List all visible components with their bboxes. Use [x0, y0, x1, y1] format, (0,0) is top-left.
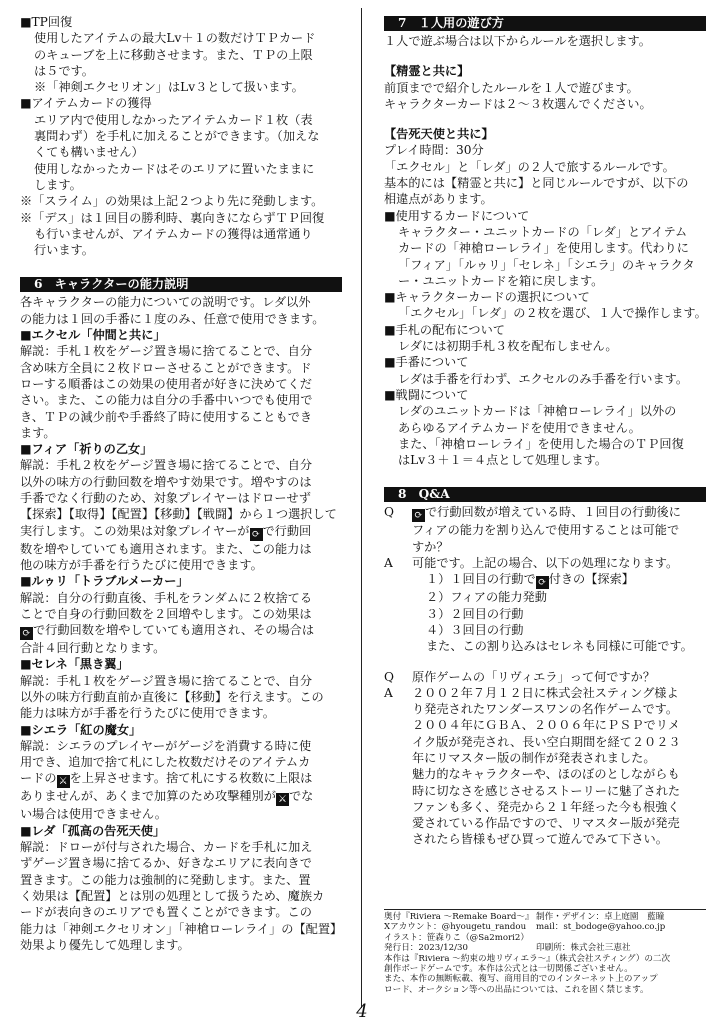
text-line: 可能です。上記の場合、以下の処理になります。 — [412, 556, 679, 571]
text-line: 手番でなく行動のため、対象プレイヤーはドローせず — [20, 491, 311, 506]
text-line: 【探索】【取得】【配置】【移動】【戦闘】から１つ選択して — [20, 507, 337, 522]
qa-line — [384, 638, 706, 654]
qa-line — [384, 766, 706, 782]
text-line: ■アイテムカードの獲得 — [20, 96, 152, 111]
text-line: すか？ — [412, 539, 449, 554]
text-line: プレイ時間：30分 — [384, 143, 484, 158]
text-line: ⟳ で行動回数を増やしていても適用され、その場合は — [20, 622, 342, 640]
qa-line — [384, 589, 706, 605]
text-line: 他の味方が手番を行うたびに使用できます。 — [20, 557, 263, 572]
text-line: 含め味方全員に２枚ドローさせることができます。ド — [20, 360, 312, 375]
text-line: 解説：シエラのプレイヤーがゲージを消費する時に使 — [20, 738, 312, 753]
text-line: はLv３＋１＝４点として処理します。 — [398, 453, 608, 468]
qa-line — [384, 831, 706, 847]
text-line: キャラクター・ユニットカードの「レダ」とアイテム — [398, 224, 688, 239]
text-line: ファンも多く、発売から２１年経った今も根強く — [412, 799, 680, 814]
text-line: 合計４回行動となります。 — [20, 641, 166, 656]
text-line: 解説：手札１枚をゲージ置き場に捨てることで、自分 — [20, 344, 313, 359]
spacer — [384, 112, 706, 126]
text-line: さい。また、この能力は自分の手番中いつでも使用で — [20, 393, 313, 408]
section-header: 7 １人用の遊び方 — [384, 16, 706, 31]
text-line: 能力は味方が手番を行うたびに使用できます。 — [20, 706, 275, 721]
qa-marker — [384, 606, 412, 622]
spacer — [384, 468, 706, 485]
qa-line — [384, 685, 706, 701]
text-line: ずゲージ置き場に捨てるか、好きなエリアに表向きで — [20, 856, 312, 871]
text-line: ■キャラクターカードの選択について — [384, 290, 590, 305]
qa-marker — [384, 589, 412, 605]
qa-marker — [384, 571, 412, 589]
text-line: 原作ゲームの「リヴィエラ」って何ですか？ — [412, 669, 656, 684]
text-line: のキューブを上に移動させます。また、ＴＰの上限 — [34, 47, 313, 62]
text-line: 前頂までで紹介したルールを１人で遊びます。 — [384, 80, 639, 95]
qa-line — [384, 783, 706, 799]
qa-marker — [384, 539, 412, 555]
text-line: ■戦闘について — [384, 387, 469, 402]
spacer — [384, 655, 706, 669]
text-line: します。 — [34, 177, 82, 192]
text-line: の能力は１回の手番に１度のみ、任意で使用できます。 — [20, 311, 325, 326]
page-number: 4 — [356, 1001, 368, 1022]
text-line: 数を増やしていても適用されます。また、この能力は — [20, 541, 312, 556]
sword-icon: ⚔ — [276, 793, 289, 806]
text-line: ■ルゥリ「トラブルメーカー」 — [20, 574, 189, 589]
sword-icon: ⚔ — [57, 775, 70, 788]
qa-marker — [384, 799, 412, 815]
text-line: 解説：自分の行動直後、手札をランダムに２枚捨てる — [20, 590, 313, 605]
text-line: 相違点があります。 — [384, 192, 493, 207]
column-divider — [361, 8, 362, 1008]
rotate-arrow-icon: ⟳ — [412, 509, 425, 522]
qa-marker: A — [384, 685, 393, 700]
text-line: 解説：手札２枚をゲージ置き場に捨てることで、自分 — [20, 458, 313, 473]
text-line: ■セレネ「黒き翼」 — [20, 657, 129, 672]
text-line: 以外の味方の行動回数を増やす効果です。増やすのは — [20, 474, 312, 489]
text-line: 効果より優先して処理します。 — [20, 937, 190, 952]
text-line: 年にリマスター版の制作が発表されました。 — [412, 750, 656, 765]
text-line: ー・ユニットカードを箱に戻します。 — [398, 273, 604, 288]
text-line: き、ＴＰの減少前や手番終了時に使用することもでき — [20, 409, 313, 424]
text-line: 時に切なさを感じさせるストーリーに魅了された — [412, 783, 681, 798]
text-line: カードの「神槍ローレライ」を使用します。代わりに — [398, 241, 689, 256]
text-line: レダは手番を行わず、エクセルのみ手番を行います。 — [398, 371, 689, 386]
text-line: ■フィア「祈りの乙女」 — [20, 442, 153, 457]
text-line: 解説：手札１枚をゲージ置き場に捨てることで、自分 — [20, 673, 313, 688]
qa-line — [384, 606, 706, 622]
text-line: ありませんが、あくまで加算のため攻撃種別が ⚔ でな — [20, 789, 314, 806]
text-line: ■使用するカードについて — [384, 208, 530, 223]
rotate-arrow-icon: ⟳ — [20, 627, 33, 640]
text-line: ■手札の配布について — [384, 322, 505, 337]
text-line: ローする順番はこの効果の使用者が好きに決めてくだ — [20, 376, 312, 391]
text-line: り発売されたワンダースワンの名作ゲームです。 — [412, 702, 679, 717]
text-line: 以外の味方行動直前か直後に【移動】を行えます。この — [20, 689, 324, 704]
qa-line — [384, 622, 706, 638]
text-line: エリア内で使用しなかったアイテムカード１枚（表 — [34, 112, 313, 127]
text-line: 【告死天使と共に】 — [384, 127, 494, 142]
text-line: 魅力的なキャラクターや、ほのぼのとしながらも — [412, 767, 680, 782]
colophon-note: 本作は『Riviera ～約束の地リヴィエラ～』（株式会社スティング）の二次 — [384, 953, 671, 964]
qa-line — [384, 750, 706, 766]
colophon-row: Xアカウント：@hyougetu_randou mail：st_bodoge@yahoo.co.jp — [384, 922, 666, 933]
text-line: 「エクセル」「レダ」の２枚を選び、１人で操作します。 — [398, 306, 707, 321]
text-line: は５です。 — [34, 63, 94, 78]
qa-marker — [384, 750, 412, 766]
text-line: レダのユニットカードは「神槍ローレライ」以外の — [398, 404, 677, 419]
rotate-arrow-icon: ⟳ — [536, 576, 549, 589]
qa-marker — [384, 522, 412, 538]
qa-line — [384, 669, 706, 685]
qa-marker — [384, 734, 412, 750]
qa-marker — [384, 622, 412, 638]
text-line: 使用したアイテムの最大Lv＋１の数だけＴＰカード — [34, 31, 316, 46]
qa-marker — [384, 766, 412, 782]
text-line: 置きます。この能力は強制的に発動します。また、置 — [20, 872, 311, 887]
text-line: 解説：ドローが付与された場合、カードを手札に加え — [20, 840, 313, 855]
text-line: レダには初期手札３枚を配布しません。 — [398, 339, 618, 354]
section-header: 8 Q&A — [384, 487, 706, 502]
text-line: 愛されている作品ですので、リマスター版が発売 — [412, 816, 680, 831]
text-line: ２００２年７月１２日に株式会社スティング様よ — [412, 685, 679, 700]
text-line: く効果は【配置】とは別の処理として扱うため、魔族カ — [20, 888, 325, 903]
right-column — [384, 14, 706, 848]
text-line: 各キャラクターの能力についての説明です。レダ以外 — [20, 295, 311, 310]
qa-marker — [384, 638, 412, 654]
text-line: ■エクセル「仲間と共に」 — [20, 328, 166, 343]
text-line: ３）２回目の行動 — [426, 606, 524, 621]
rotate-arrow-icon: ⟳ — [250, 528, 263, 541]
qa-line — [384, 815, 706, 831]
left-column — [20, 14, 342, 953]
colophon-note: また、本作の無断転載、複写、商用目的でのインターネット上のアップ — [384, 974, 658, 985]
text-line: くても構いません） — [34, 145, 144, 160]
text-line: も行いませんが、アイテムカードの獲得は通常通り — [34, 226, 313, 241]
spacer — [20, 258, 342, 275]
qa-line — [384, 571, 706, 589]
text-line: あらゆるアイテムカードを使用できません。 — [398, 420, 641, 435]
text-line: 使用しなかったカードはそのエリアに置いたままに — [34, 161, 315, 176]
section-header: 6 キャラクターの能力説明 — [20, 277, 342, 292]
text-line: ２）フィアの能力発動 — [426, 590, 547, 605]
text-line: また、「神槍ローレライ」を使用した場合のＴＰ回復 — [398, 436, 684, 451]
qa-marker: Q — [384, 669, 394, 684]
qa-marker: A — [384, 556, 393, 571]
text-line: ことで自身の行動回数を２回増やします。この効果は — [20, 606, 312, 621]
text-line: ■シエラ「紅の魔女」 — [20, 722, 142, 737]
qa-marker — [384, 815, 412, 831]
text-line: １人で遊ぶ場合は以下からルールを選択します。 — [384, 34, 651, 48]
qa-line — [384, 504, 706, 522]
text-line: 基本的には【精霊と共に】と同じルールですが、以下の — [384, 176, 689, 191]
text-line: 「フィア」「ルゥリ」「セレネ」「シエラ」のキャラクタ — [398, 257, 695, 272]
text-line: ■手番について — [384, 355, 469, 370]
qa-line — [384, 701, 706, 717]
text-line: 【精霊と共に】 — [384, 64, 470, 79]
qa-marker — [384, 831, 412, 847]
qa-marker — [384, 717, 412, 733]
text-line: い場合は使用できません。 — [20, 807, 167, 822]
text-line: ■TP回復 — [20, 15, 73, 29]
text-line: ２００４年にＧＢＡ、２００６年にＰＳＰでリメ — [412, 718, 680, 733]
text-line: ⟳ で行動回数が増えている時、１回目の行動後に — [412, 504, 681, 522]
qa-marker — [384, 701, 412, 717]
spacer — [384, 49, 706, 63]
colophon-row: 発行日：2023/12/30 印刷所：株式会社三恵社 — [384, 943, 631, 954]
qa-line — [384, 717, 706, 733]
text-line: ※「デス」は１回目の勝利時、裏向きにならずＴＰ回復 — [20, 210, 325, 225]
qa-marker: Q — [384, 505, 394, 520]
text-line: 用でき、追加で捨て札にした枚数だけそのアイテムカ — [20, 755, 311, 770]
text-line: 実行します。この効果は対象プレイヤーが ⟳ で行動回 — [20, 523, 312, 540]
colophon-row: 奥付『Riviera ～Remake Board～』 制作・デザイン：卓上庭園 藍瞳 — [384, 912, 665, 922]
text-line: 行います。 — [34, 243, 94, 258]
qa-marker — [384, 783, 412, 799]
text-line: ます。 — [20, 425, 56, 440]
qa-line — [384, 539, 706, 555]
qa-line — [384, 555, 706, 571]
colophon-note: 創作ボードゲームです。本作は公式とは一切関係ございません。 — [384, 964, 633, 975]
text-line: また、この割り込みはセレネも同様に可能です。 — [426, 639, 693, 654]
text-line: ※「神剣エクセリオン」はLv３として扱います。 — [34, 80, 304, 95]
qa-line — [384, 522, 706, 538]
text-line: キャラクターカードは２～３枚選んでください。 — [384, 96, 652, 111]
text-line: 「エクセル」と「レダ」の２人で旅するルールです。 — [384, 159, 675, 174]
text-line: ４）３回目の行動 — [426, 622, 524, 637]
colophon-row: イラスト：笹森りこ（@Sa2mori2） — [384, 932, 529, 943]
text-line: 裏問わず）を手札に加えることができます。（加えな — [34, 129, 320, 144]
text-line: １）１回目の行動で ⟳ 付きの【探索】 — [426, 572, 634, 589]
qa-line — [384, 799, 706, 815]
text-line: イク版が発売され、長い空白期間を経て２０２３ — [412, 734, 681, 749]
colophon-note: ロード、オークション等への出品については、これを固く禁じます。 — [384, 984, 649, 995]
text-line: ードの ⚔ を上昇させます。捨て札にする枚数に上限は — [20, 771, 313, 788]
text-line: ■レダ「孤高の告死天使」 — [20, 823, 166, 838]
text-line: 能力は「神剣エクセリオン」「神槍ローレライ」の【配置】 — [20, 921, 343, 936]
colophon — [384, 909, 706, 995]
text-line: されたら皆様もぜひ買って遊んでみて下さい。 — [412, 832, 668, 847]
text-line: ードが表向きのエリアでも置くことができます。この — [20, 905, 312, 920]
qa-line — [384, 734, 706, 750]
text-line: ※「スライム」の効果は上記２つより先に発動します。 — [20, 194, 324, 209]
text-line: フィアの能力を割り込んで使用することは可能で — [412, 523, 680, 538]
